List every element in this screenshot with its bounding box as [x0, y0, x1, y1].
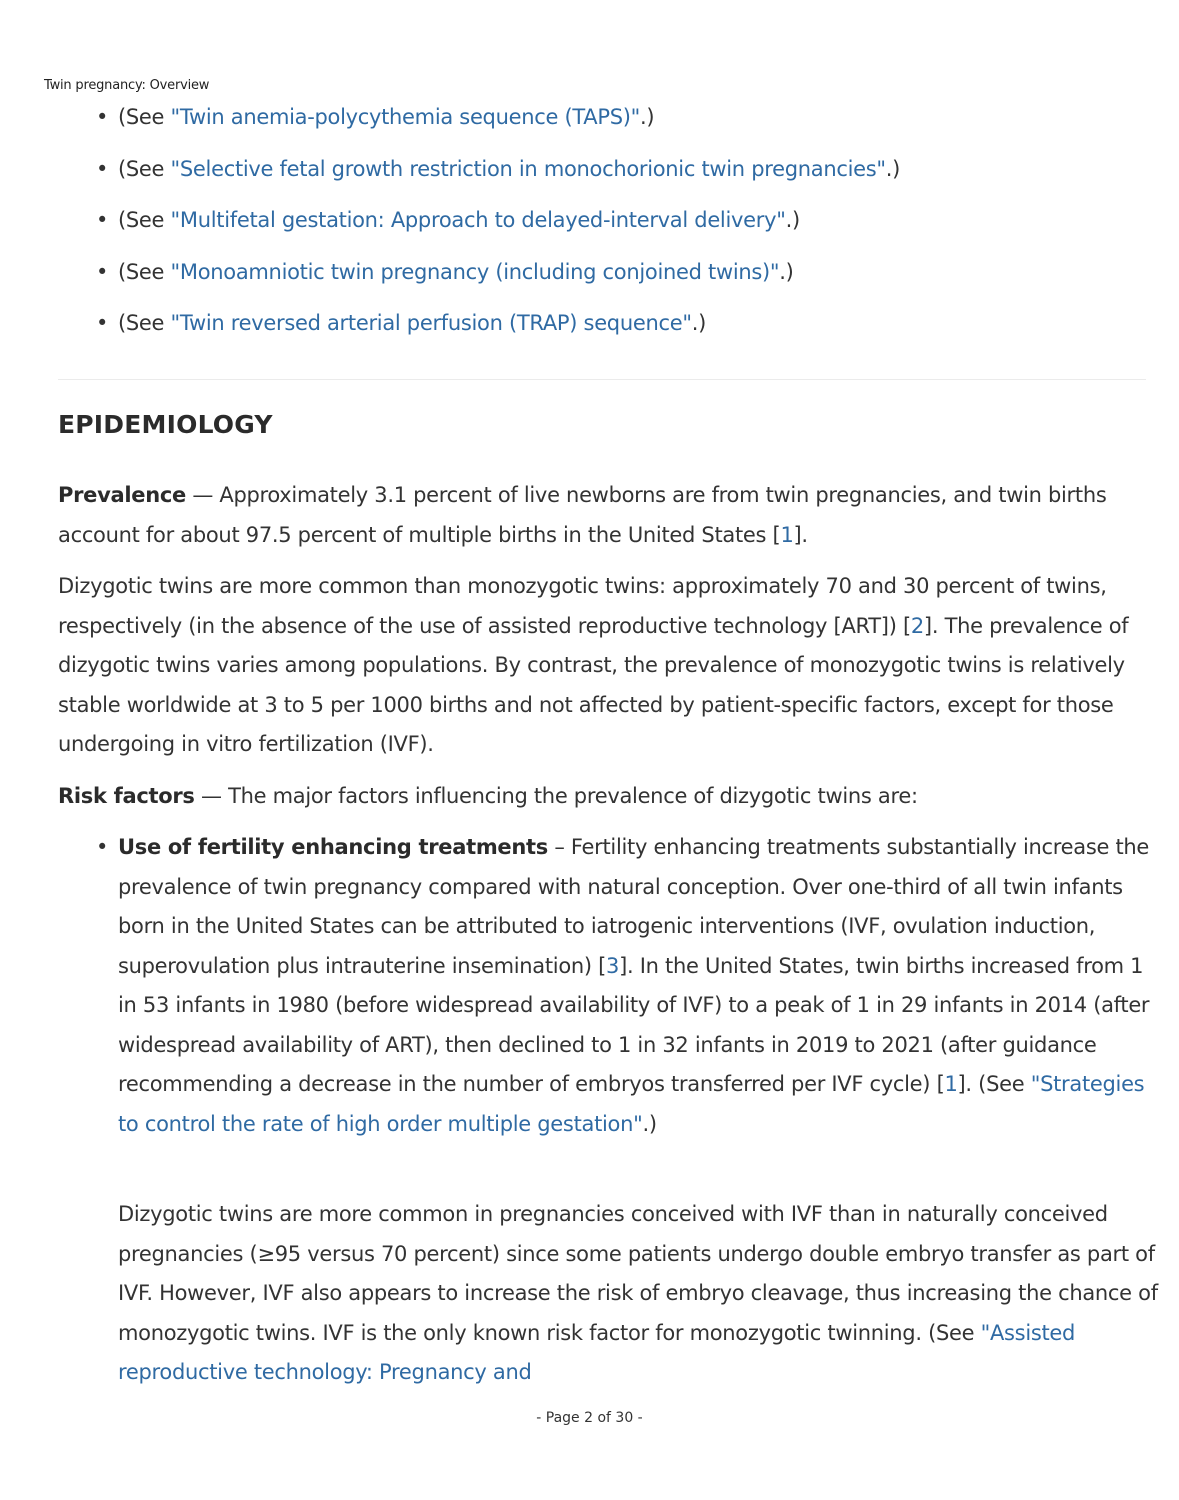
bullet-icon: •: [96, 156, 109, 181]
topic-link-monoamniotic[interactable]: "Monoamniotic twin pregnancy (including conjoined twins)": [170, 259, 780, 284]
risk-factors-dash: —: [194, 784, 229, 808]
topic-link-art-pregnancy[interactable]: "Assisted reproductive technology: Pregnancy and: [118, 1320, 1076, 1384]
see-also-item: [96, 255, 900, 289]
see-also-item: [96, 152, 900, 186]
bullet-icon: •: [96, 311, 109, 335]
section-divider: [58, 379, 1146, 380]
see-prefix: (See: [118, 156, 171, 181]
prevalence-end: ].: [793, 522, 808, 547]
risk-item-text-3: ]. (See: [957, 1072, 1031, 1096]
see-suffix: .): [785, 208, 800, 232]
risk-item-text-2: ]. In the United States, twin births increased from 1 in 53 infants in 1980 (before widespread availability of IVF) to a peak of 1 in 29 infants in 2014 (after widespread availability of ART), then declined to 1 in 32 infants in 2019 to 2021 (after guidance recommending a decrease in the number of embryos transferred per IVF cycle) [: [118, 953, 1150, 1096]
bullet-icon: •: [96, 259, 109, 284]
see-prefix: (See: [118, 208, 171, 232]
risk-item-end: .): [642, 1111, 657, 1136]
see-prefix: (See: [118, 105, 171, 129]
citation-link[interactable]: 2: [910, 613, 924, 638]
citation-link[interactable]: 1: [944, 1072, 958, 1096]
risk-factor-list: [96, 828, 1156, 1144]
bullet-icon: •: [96, 208, 109, 232]
dizygotic-text-1: Dizygotic twins are more common than monozygotic twins: approximately 70 and 30 percent of twins, respectively (in the absence of the use of assisted reproductive technology [ART]) [: [58, 574, 1107, 638]
risk-item-label: Use of fertility enhancing treatments: [118, 835, 548, 859]
see-suffix: .): [779, 259, 794, 284]
page-number-footer: - Page 2 of 30 -: [536, 1410, 643, 1426]
running-header-title: Twin pregnancy: Overview: [44, 78, 210, 93]
dizygotic-text-2: ]. The prevalence of dizygotic twins varies among populations. By contrast, the prevalence of monozygotic twins is relatively stable worldwide at 3 to 5 per 1000 births and not affected by patient-specific factors, except for those undergoing in vitro fertilization (IVF).: [58, 613, 1129, 756]
risk-factors-paragraph: [58, 777, 1158, 817]
risk-factor-item: [96, 828, 1156, 1144]
see-also-item: [96, 203, 900, 237]
prevalence-dash: —: [185, 483, 220, 507]
ivf-paragraph: [118, 1195, 1158, 1393]
ivf-text: Dizygotic twins are more common in pregnancies conceived with IVF than in naturally conceived pregnancies (≥95 versus 70 percent) since some patients undergo double embryo transfer as part of IVF. However, IVF also appears to increase the risk of embryo cleavage, thus increasing the chance of monozygotic twins. IVF is the only known risk factor for monozygotic twinning. (See: [118, 1202, 1158, 1345]
see-also-item: [96, 306, 900, 340]
see-prefix: (See: [118, 259, 171, 284]
see-also-list: [96, 100, 900, 358]
bullet-icon: •: [96, 105, 109, 129]
see-prefix: (See: [118, 311, 171, 335]
risk-factors-text: The major factors influencing the prevalence of dizygotic twins are:: [228, 784, 918, 808]
see-suffix: .): [639, 105, 655, 129]
see-suffix: .): [885, 156, 901, 181]
risk-factors-label: Risk factors: [58, 784, 195, 808]
prevalence-text: Approximately 3.1 percent of live newborns are from twin pregnancies, and twin births account for about 97.5 percent of multiple births in the United States [: [58, 483, 1107, 547]
bullet-icon: •: [96, 835, 109, 859]
topic-link-delayed-interval-delivery[interactable]: "Multifetal gestation: Approach to delayed-interval delivery": [170, 208, 786, 232]
prevalence-paragraph: [58, 476, 1158, 555]
prevalence-label: Prevalence: [58, 483, 186, 507]
risk-item-text-1: Fertility enhancing treatments substantially increase the prevalence of twin pregnancy compared with natural conception. Over one-third of all twin infants born in the United States can be attributed to iatrogenic interventions (IVF, ovulation induction, superovulation plus intrauterine insemination) [: [118, 835, 1150, 978]
citation-link[interactable]: 3: [606, 953, 620, 978]
topic-link-taps[interactable]: "Twin anemia-polycythemia sequence (TAPS)": [170, 105, 640, 129]
risk-item-dash: –: [547, 835, 571, 859]
dizygotic-paragraph: [58, 567, 1158, 765]
topic-link-trap[interactable]: "Twin reversed arterial perfusion (TRAP) sequence": [170, 311, 692, 335]
topic-link-high-order-multiples[interactable]: "Strategies to control the rate of high order multiple gestation": [118, 1072, 1145, 1136]
see-also-item: [96, 100, 900, 134]
citation-link[interactable]: 1: [780, 522, 794, 547]
see-suffix: .): [691, 311, 706, 335]
topic-link-selective-fgr[interactable]: "Selective fetal growth restriction in monochorionic twin pregnancies": [170, 156, 886, 181]
section-heading-epidemiology: EPIDEMIOLOGY: [58, 410, 273, 439]
